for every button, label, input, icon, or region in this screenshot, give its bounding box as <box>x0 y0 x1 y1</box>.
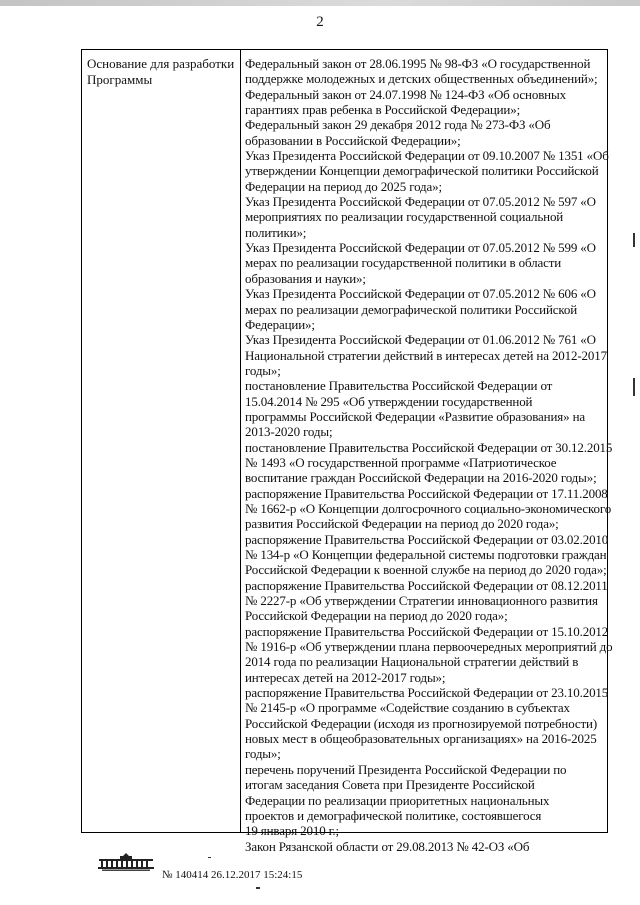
content-line: № 1916-р «Об утверждении плана первоочередных мероприятий до <box>245 639 613 655</box>
label-line: Основание для разработки <box>87 56 235 71</box>
content-line: постановление Правительства Российской Федерации от <box>245 378 553 394</box>
content-line: мероприятиях по реализации государственной социальной <box>245 209 564 225</box>
content-line: образования и науки»; <box>245 270 366 286</box>
content-line: годы»; <box>245 362 281 378</box>
content-line: развития Российской Федерации на период до 2020 года»; <box>245 516 559 532</box>
content-line: Федерации на период до 2025 года»; <box>245 178 442 194</box>
scan-mark <box>633 378 635 396</box>
content-line: Федерации по реализации приоритетных национальных <box>245 792 550 808</box>
content-line: Федерации»; <box>245 316 315 332</box>
content-line: перечень поручений Президента Российской Федерации по <box>245 761 567 777</box>
scan-mark <box>256 887 260 889</box>
registration-number: № 140414 26.12.2017 15:24:15 <box>162 869 303 881</box>
content-line: № 1662-р «О Концепции долгосрочного социально-экономического <box>245 500 612 516</box>
content-line: № 1493 «О государственной программе «Патриотическое <box>245 454 557 470</box>
page-number: 2 <box>316 14 324 30</box>
basis-table <box>81 49 613 854</box>
content-line: № 2227-р «Об утверждении Стратегии инновационного развития <box>245 593 598 609</box>
content-line: 2014 года по реализации Национальной стратегии действий в <box>245 654 579 670</box>
content-line: распоряжение Правительства Российской Федерации от 15.10.2012 <box>245 623 609 639</box>
content-line: гарантиях прав ребенка в Российской Федерации»; <box>245 102 521 118</box>
content-line: образовании в Российской Федерации»; <box>245 132 461 148</box>
content-line: поддержке молодежных и детских общественных объединений»; <box>245 71 598 87</box>
content-line: Федеральный закон 29 декабря 2012 года № 273-ФЗ «Об <box>245 117 551 133</box>
content-line: интересах детей на 2012-2017 годы»; <box>245 669 446 685</box>
content-line: Указ Президента Российской Федерации от 09.10.2007 № 1351 «Об <box>245 148 609 164</box>
content-line: Указ Президента Российской Федерации от 07.05.2012 № 606 «О <box>245 286 596 302</box>
label-line: Программы <box>87 72 153 87</box>
content-line: мерах по реализации государственной политики в области <box>245 255 562 271</box>
table-label-cell <box>87 56 237 88</box>
content-line: № 134-р «О Концепции федеральной системы подготовки граждан <box>245 547 607 562</box>
content-line: Федеральный закон от 24.07.1998 № 124-ФЗ «Об основных <box>245 86 566 102</box>
content-line: итогам заседания Совета при Президенте Российской <box>245 777 535 793</box>
content-line: 19 января 2010 г.; <box>245 823 339 839</box>
content-line: Федеральный закон от 28.06.1995 № 98-ФЗ «О государственной <box>245 56 591 71</box>
content-line: Российской Федерации на период до 2020 года»; <box>245 608 508 624</box>
content-line: программы Российской Федерации «Развитие образования» на <box>245 408 585 424</box>
content-line: новых мест в общеобразовательных организациях» на 2016-2025 <box>245 731 597 747</box>
table-content-cell <box>245 56 613 854</box>
content-line: политики»; <box>245 224 307 240</box>
content-line: Национальной стратегии действий в интересах детей на 2012-2017 <box>245 347 607 363</box>
content-line: Указ Президента Российской Федерации от 01.06.2012 № 761 «О <box>245 332 596 348</box>
column-divider <box>240 50 241 832</box>
content-line: мерах по реализации демографической политики Российской <box>245 301 578 317</box>
content-line: постановление Правительства Российской Федерации от 30.12.2015 <box>245 439 613 455</box>
content-line: распоряжение Правительства Российской Федерации от 23.10.2015 <box>245 685 609 701</box>
building-stamp-icon <box>96 852 156 872</box>
content-line: Указ Президента Российской Федерации от 07.05.2012 № 599 «О <box>245 240 596 256</box>
content-line: распоряжение Правительства Российской Федерации от 08.12.2011 <box>245 577 608 593</box>
content-line: проектов и демографической политике, состоявшегося <box>245 807 542 823</box>
content-line: годы»; <box>245 746 281 762</box>
content-line: № 2145-р «О программе «Содействие созданию в субъектах <box>245 700 570 716</box>
content-line: Указ Президента Российской Федерации от 07.05.2012 № 597 «О <box>245 194 596 210</box>
content-line: Закон Рязанской области от 29.08.2013 № 42-ОЗ «Об <box>245 838 530 854</box>
content-line: Российской Федерации (исходя из прогнозируемой потребности) <box>245 715 598 731</box>
content-line: распоряжение Правительства Российской Федерации от 17.11.2008 <box>245 485 608 501</box>
content-line: 15.04.2014 № 295 «Об утверждении государственной <box>245 393 533 409</box>
scan-top-streak <box>0 0 640 6</box>
content-line: Российской Федерации к военной службе на период до 2020 года»; <box>245 562 607 578</box>
content-line: распоряжение Правительства Российской Федерации от 03.02.2010 <box>245 531 609 547</box>
scan-mark <box>208 857 211 858</box>
content-line: 2013-2020 годы; <box>245 424 333 440</box>
scan-mark <box>633 233 635 247</box>
content-line: воспитание граждан Российской Федерации на 2016-2020 годы»; <box>245 470 597 486</box>
content-line: утверждении Концепции демографической политики Российской <box>245 163 599 179</box>
